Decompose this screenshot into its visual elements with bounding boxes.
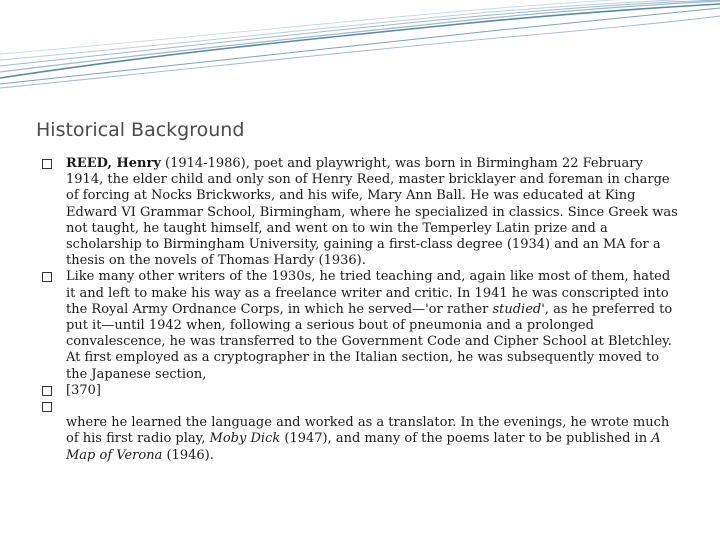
bullet-item-3 (42, 383, 682, 399)
square-bullet-icon (42, 272, 52, 282)
bullet-1-bold-name: REED, Henry (66, 156, 161, 171)
continuation-text-3: (1946). (162, 447, 214, 463)
continuation-text-2: (1947), and many of the poems later to be published in (280, 431, 652, 447)
slide-title: Historical Background (36, 119, 245, 141)
continuation-text-1: where he learned the language and worked as a translator. In the evenings, he wrote much of his first radio play, (66, 415, 670, 447)
square-bullet-icon (42, 159, 52, 169)
bullet-2-text-before: Like many other writers of the 1930s, he tried teaching and, again like most of them, hated it and left to make his way as a freelance writer and critic. In 1941 he was conscripted into the Royal Army Ordnance Corps, in which he served—'or rather (66, 269, 671, 317)
square-bullet-icon (42, 386, 52, 396)
continuation-italic-2: A Map of Verona (66, 431, 661, 463)
bullet-item-4 (42, 399, 682, 415)
continuation-paragraph (42, 415, 682, 464)
continuation-italic-1: Moby Dick (209, 431, 281, 447)
header-wave-decoration (0, 0, 720, 90)
bullet-3-page-ref: [370] (66, 382, 101, 398)
bullet-2-italic: studied (492, 301, 542, 317)
bullet-item-1 (42, 156, 682, 269)
bullet-1-text: (1914-1986), poet and playwright, was born in Birmingham 22 February 1914, the elder child and only son of Henry Reed, master bricklayer and foreman in charge of forcing at Nocks Brickworks, and his wife, Mary Ann Ball. He was educated at King Edward VI Grammar School, Birmingham, where he specialized in classics. Since Greek was not taught, he taught himself, and went on to win the Temperley Latin prize and a scholarship to Birmingham University, gaining a first-class degree (1934) and an MA for a thesis on the novels of Thomas Hardy (1936). (66, 156, 678, 269)
square-bullet-icon (42, 402, 52, 412)
bullet-item-2 (42, 269, 682, 382)
bullet-list (42, 156, 682, 464)
bullet-2-text-after: ', as he preferred to put it—until 1942 when, following a serious bout of pneumonia and a prolonged convalescence, he was transferred to the Government Code and Cipher School at Bletchley. At first employed as a cryptographer in the Italian section, he was subsequently moved to the Japanese section, (66, 301, 673, 382)
